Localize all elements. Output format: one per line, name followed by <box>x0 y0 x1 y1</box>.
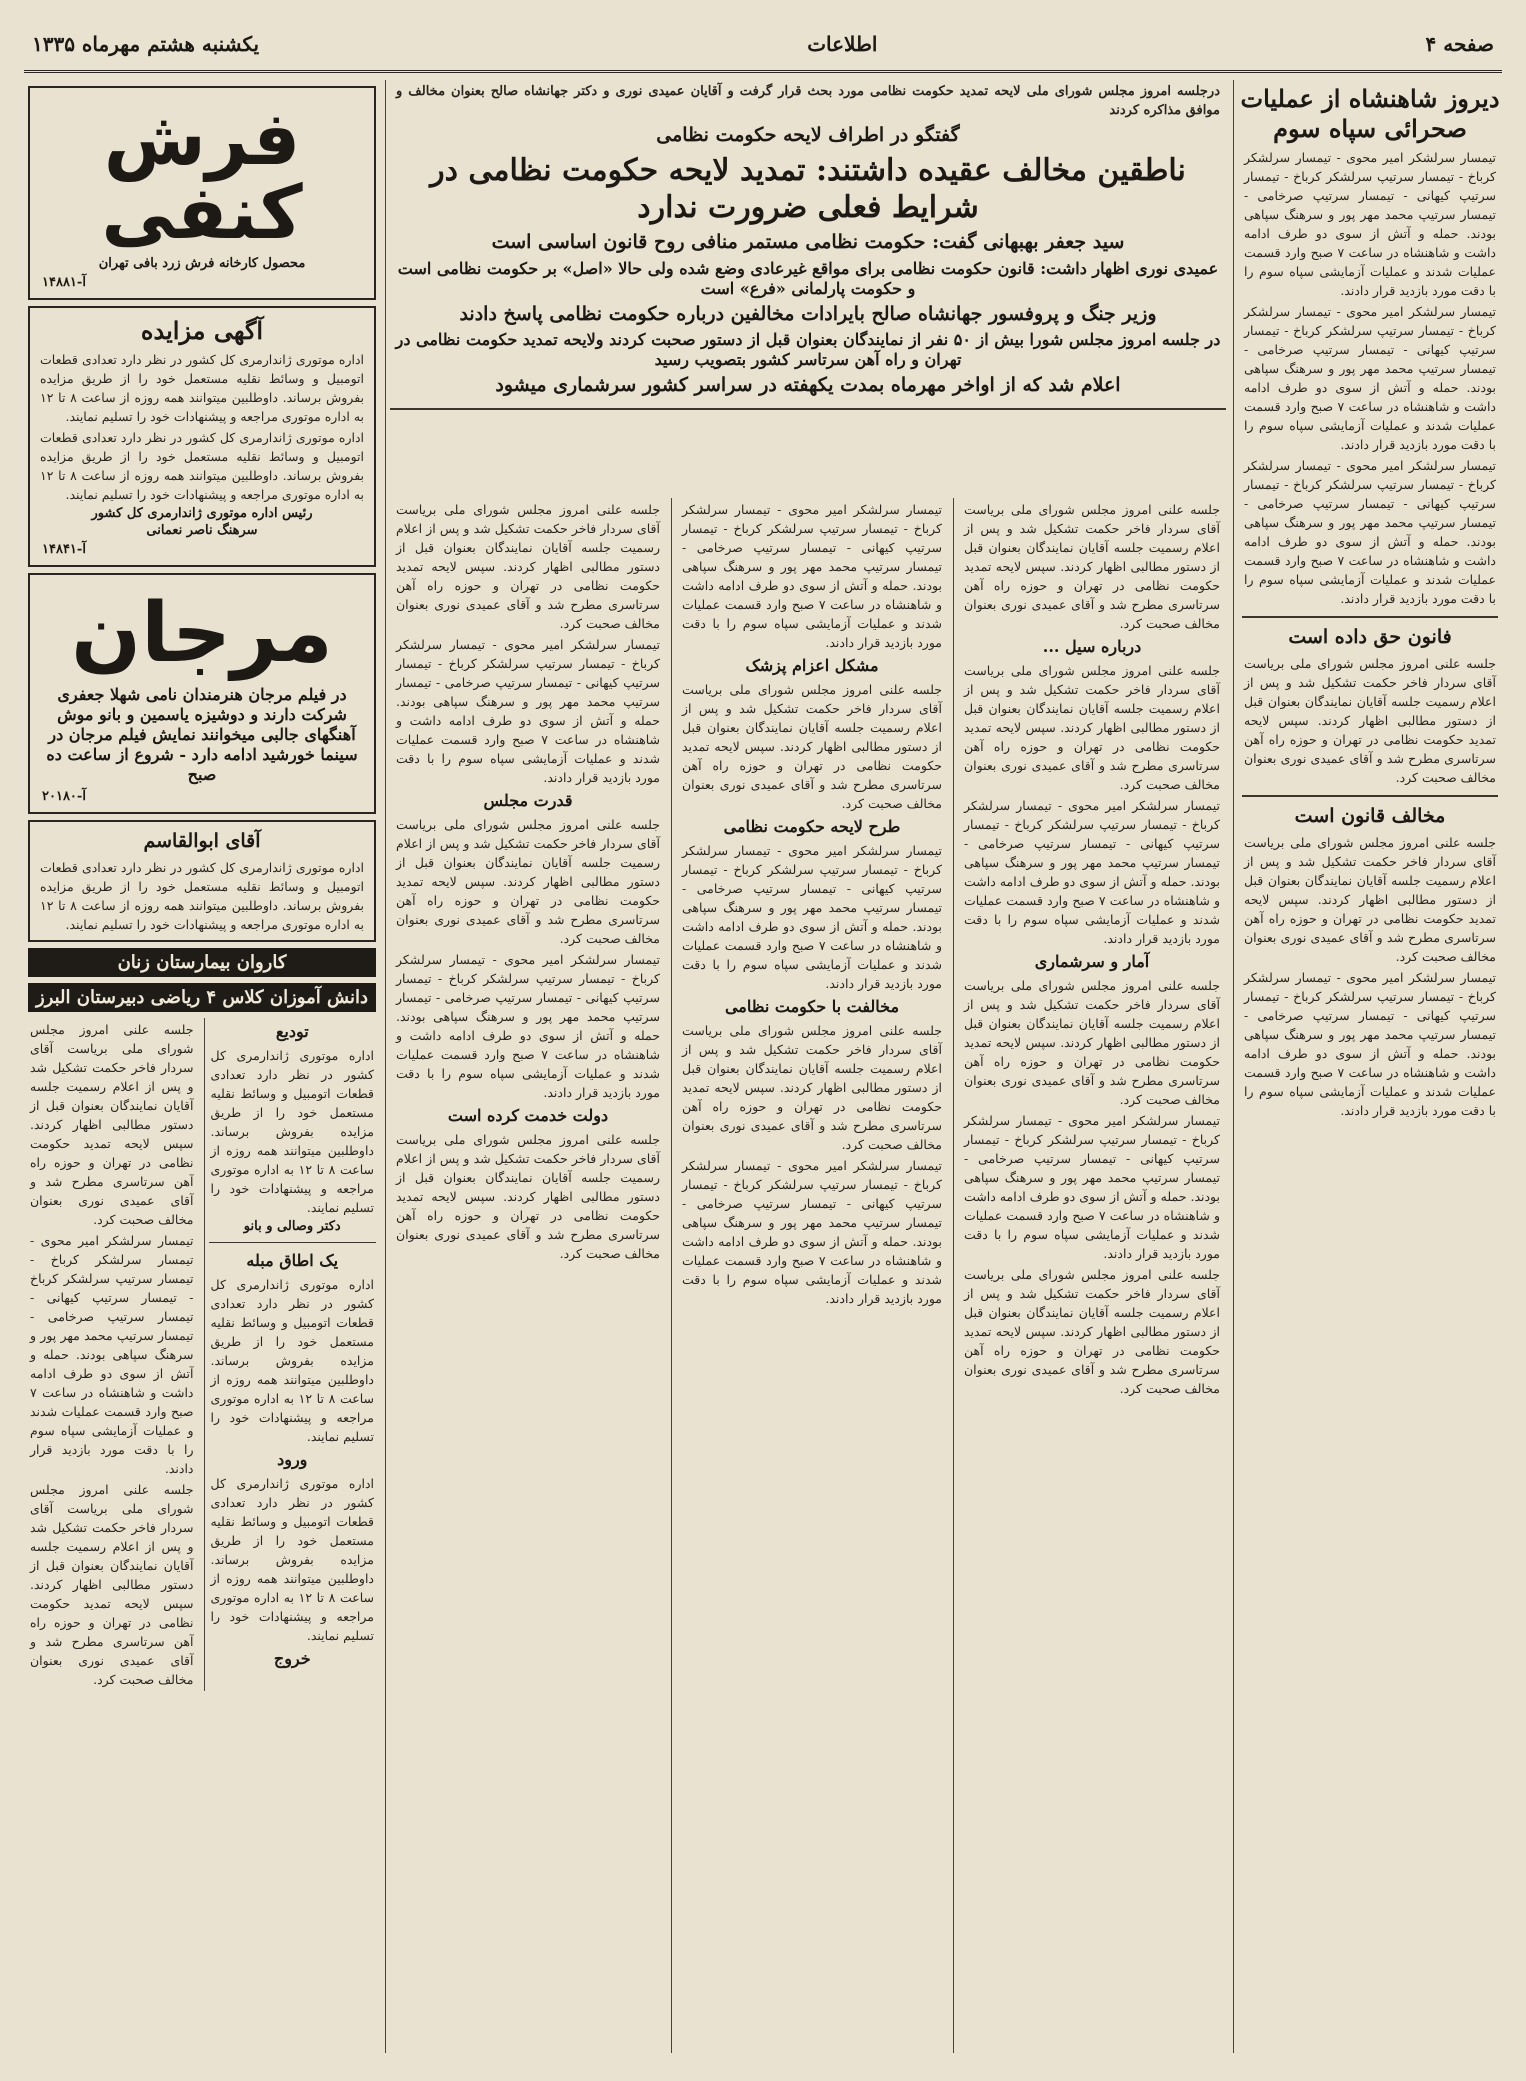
column-rule <box>953 498 954 2053</box>
ad-auction-title: آگهی مزایده <box>140 316 264 345</box>
right-column-subhead-2: مخالف قانون است <box>1294 804 1446 827</box>
article-text: جلسه علنی امروز مجلس شورای ملی بریاست آقای سردار فاخر حکمت تشکیل شد و پس از اعلام رسمیت جلسه آقایان نمایندگان بعنوان قبل از دستور مطالبی اظهار کردند. سپس لایحه تمدید حکومت نظامی در تهران و حوزه راه آهن سرتاسری مطرح شد و آقای عمیدی نوری بعنوان مخالف صحبت کرد. <box>682 1023 942 1152</box>
paper-name: اطلاعات <box>807 32 878 56</box>
main-story-deck-4: در جلسه امروز مجلس شورا بیش از ۵۰ نفر از نمایندگان بعنوان قبل از دستور صحبت کردند ولایحه تمدید حکومت نظامی در تهران و راه آهن سرتاسر کشور بتصویب رسید <box>395 330 1221 370</box>
right-column-text-4: جلسه علنی امروز مجلس شورای ملی بریاست آقای سردار فاخر حکمت تشکیل شد و پس از اعلام رسمیت جلسه آقایان نمایندگان بعنوان قبل از دستور مطالبی اظهار کردند. سپس لایحه تمدید حکومت نظامی در تهران و حوزه راه آهن سرتاسری مطرح شد و آقای عمیدی نوری بعنوان مخالف صحبت کرد. <box>1244 655 1496 785</box>
ad-thanks <box>28 820 376 942</box>
divider <box>1242 616 1498 618</box>
ad-farsh <box>28 86 376 300</box>
issue-date: یکشنبه هشتم مهرماه ۱۳۳۵ <box>32 32 260 56</box>
article-text: جلسه علنی امروز مجلس شورای ملی بریاست آقای سردار فاخر حکمت تشکیل شد و پس از اعلام رسمیت جلسه آقایان نمایندگان بعنوان قبل از دستور مطالبی اظهار کردند. سپس لایحه تمدید حکومت نظامی در تهران و حوزه راه آهن سرتاسری مطرح شد و آقای عمیدی نوری بعنوان مخالف صحبت کرد. <box>396 502 660 631</box>
article-text: تیمسار سرلشکر امیر محوی - تیمسار سرلشکر کرباخ - تیمسار سرتیپ سرلشکر کرباخ - تیمسار سرتیپ کیهانی - تیمسار سرتیپ صرخامی - تیمسار سرتیپ محمد مهر پور و سرهنگ سپاهی بودند. حمله و آتش از سوی دو طرف ادامه داشت و شاهنشاه در ساعت ۷ صبح وارد قسمت عملیات شدند و عملیات آزمایشی سپاه سوم را با دقت مورد بازدید قرار دادند. <box>682 502 942 650</box>
newspaper-page <box>24 18 1502 2063</box>
ad-auction-signoff-2: سرهنگ ناصر نعمانی <box>146 523 258 538</box>
main-story-kicker: گفتگو در اطراف لایحه حکومت نظامی <box>656 124 960 146</box>
main-story-deck-5: اعلام شد که از اواخر مهرماه بمدت یکهفته در سراسر کشور سرشماری میشود <box>495 374 1121 397</box>
article-text: جلسه علنی امروز مجلس شورای ملی بریاست آقای سردار فاخر حکمت تشکیل شد و پس از اعلام رسمیت جلسه آقایان نمایندگان بعنوان قبل از دستور مطالبی اظهار کردند. سپس لایحه تمدید حکومت نظامی در تهران و حوزه راه آهن سرتاسری مطرح شد و آقای عمیدی نوری بعنوان مخالف صحبت کرد. <box>964 978 1220 1107</box>
center-column-2 <box>676 498 948 2053</box>
subhead-government: دولت خدمت کرده است <box>447 1106 609 1125</box>
ad-auction-signoff: رئیس اداره موتوری ژاندارمری کل کشور <box>91 506 313 521</box>
subhead-bill: طرح لایحه حکومت نظامی <box>723 817 901 836</box>
ad-auction-text-2: اداره موتوری ژاندارمری کل کشور در نظر دارد تعدادی قطعات اتومبیل و وسائط نقلیه مستعمل خود را از طریق مزایده بفروش برساند. داوطلبین میتوانند همه روزه از ساعت ۸ تا ۱۲ به اداره موتوری مراجعه و پیشنهادات خود را تسلیم نمایند. <box>40 430 364 502</box>
ad-todi-text: اداره موتوری ژاندارمری کل کشور در نظر دارد تعدادی قطعات اتومبیل و وسائط نقلیه مستعمل خود را از طریق مزایده بفروش برساند. داوطلبین میتوانند همه روزه از ساعت ۸ تا ۱۲ به اداره موتوری مراجعه و پیشنهادات خود را تسلیم نمایند. <box>210 1047 374 1215</box>
ad-todi-title: تودیع <box>275 1021 309 1041</box>
article-text: جلسه علنی امروز مجلس شورای ملی بریاست آقای سردار فاخر حکمت تشکیل شد و پس از اعلام رسمیت جلسه آقایان نمایندگان بعنوان قبل از دستور مطالبی اظهار کردند. سپس لایحه تمدید حکومت نظامی در تهران و حوزه راه آهن سرتاسری مطرح شد و آقای عمیدی نوری بعنوان مخالف صحبت کرد. <box>964 502 1220 631</box>
ad-thanks-title: آقای ابوالقاسم <box>143 830 261 852</box>
page-number: صفحه ۴ <box>1425 32 1494 56</box>
page-header <box>24 18 1502 73</box>
ads-lower-left <box>24 1018 200 1691</box>
divider <box>1242 795 1498 797</box>
article-text: جلسه علنی امروز مجلس شورای ملی بریاست آقای سردار فاخر حکمت تشکیل شد و پس از اعلام رسمیت جلسه آقایان نمایندگان بعنوان قبل از دستور مطالبی اظهار کردند. سپس لایحه تمدید حکومت نظامی در تهران و حوزه راه آهن سرتاسری مطرح شد و آقای عمیدی نوری بعنوان مخالف صحبت کرد. <box>30 1481 194 1687</box>
center-column-1 <box>958 498 1226 2053</box>
right-column-text-2: تیمسار سرلشکر امیر محوی - تیمسار سرلشکر کرباخ - تیمسار سرتیپ سرلشکر کرباخ - تیمسار سرتیپ کیهانی - تیمسار سرتیپ صرخامی - تیمسار سرتیپ محمد مهر پور و سرهنگ سپاهی بودند. حمله و آتش از سوی دو طرف ادامه داشت و شاهنشاه در ساعت ۷ صبح وارد قسمت عملیات شدند و عملیات آزمایشی سپاه سوم را با دقت مورد بازدید قرار دادند. <box>1244 304 1496 452</box>
column-rule <box>1233 80 1234 2053</box>
ad-auction <box>28 306 376 567</box>
main-story-intro: درجلسه امروز مجلس شورای ملی لایحه تمدید حکومت نظامی مورد بحث قرار گرفت و آقایان عمیدی نوری و دکتر جهانشاه صالح بعنوان مخالف و موافق مذاکره کردند <box>396 84 1220 118</box>
article-text: تیمسار سرلشکر امیر محوی - تیمسار سرلشکر کرباخ - تیمسار سرتیپ سرلشکر کرباخ - تیمسار سرتیپ کیهانی - تیمسار سرتیپ صرخامی - تیمسار سرتیپ محمد مهر پور و سرهنگ سپاهی بودند. حمله و آتش از سوی دو طرف ادامه داشت و شاهنشاه در ساعت ۷ صبح وارد قسمت عملیات شدند و عملیات آزمایشی سپاه سوم را با دقت مورد بازدید قرار دادند. <box>396 952 660 1100</box>
ads-lower-split <box>24 1018 380 1691</box>
column-rule <box>385 80 386 2053</box>
column-rule <box>671 498 672 2053</box>
article-text: جلسه علنی امروز مجلس شورای ملی بریاست آقای سردار فاخر حکمت تشکیل شد و پس از اعلام رسمیت جلسه آقایان نمایندگان بعنوان قبل از دستور مطالبی اظهار کردند. سپس لایحه تمدید حکومت نظامی در تهران و حوزه راه آهن سرتاسری مطرح شد و آقای عمیدی نوری بعنوان مخالف صحبت کرد. <box>682 682 942 811</box>
ad-room-text: اداره موتوری ژاندارمری کل کشور در نظر دارد تعدادی قطعات اتومبیل و وسائط نقلیه مستعمل خود را از طریق مزایده بفروش برساند. داوطلبین میتوانند همه روزه از ساعت ۸ تا ۱۲ به اداره موتوری مراجعه و پیشنهادات خود را تسلیم نمایند. <box>210 1276 374 1444</box>
ad-farsh-ref: آ-۱۴۸۸۱ <box>42 275 86 290</box>
right-column-text-6: تیمسار سرلشکر امیر محوی - تیمسار سرلشکر کرباخ - تیمسار سرتیپ سرلشکر کرباخ - تیمسار سرتیپ کیهانی - تیمسار سرتیپ صرخامی - تیمسار سرتیپ محمد مهر پور و سرهنگ سپاهی بودند. حمله و آتش از سوی دو طرف ادامه داشت و شاهنشاه در ساعت ۷ صبح وارد قسمت عملیات شدند و عملیات آزمایشی سپاه سوم را با دقت مورد بازدید قرار دادند. <box>1244 969 1496 1118</box>
article-text: جلسه علنی امروز مجلس شورای ملی بریاست آقای سردار فاخر حکمت تشکیل شد و پس از اعلام رسمیت جلسه آقایان نمایندگان بعنوان قبل از دستور مطالبی اظهار کردند. سپس لایحه تمدید حکومت نظامی در تهران و حوزه راه آهن سرتاسری مطرح شد و آقای عمیدی نوری بعنوان مخالف صحبت کرد. <box>964 663 1220 792</box>
article-text: تیمسار سرلشکر امیر محوی - تیمسار سرلشکر کرباخ - تیمسار سرتیپ سرلشکر کرباخ - تیمسار سرتیپ کیهانی - تیمسار سرتیپ صرخامی - تیمسار سرتیپ محمد مهر پور و سرهنگ سپاهی بودند. حمله و آتش از سوی دو طرف ادامه داشت و شاهنشاه در ساعت ۷ صبح وارد قسمت عملیات شدند و عملیات آزمایشی سپاه سوم را با دقت مورد بازدید قرار دادند. <box>682 1158 942 1306</box>
main-story-head <box>390 80 1226 410</box>
right-column-headline: دیروز شاهنشاه از عملیات صحرائی سپاه سوم <box>1240 84 1500 143</box>
ad-marjan-text: در فیلم مرجان هنرمندان نامی شهلا جعفری شرکت دارند و دوشیزه یاسمین و بانو موش آهنگهای جالبی میخوانند نمایش فیلم مرجان در سینما خورشید ادامه دارد - شروع از ساعت ده صبح <box>46 685 358 784</box>
ad-karvan-banner: کاروان بیمارستان زنان <box>28 948 376 977</box>
divider <box>209 1242 377 1243</box>
article-text: تیمسار سرلشکر امیر محوی - تیمسار سرلشکر کرباخ - تیمسار سرتیپ سرلشکر کرباخ - تیمسار سرتیپ کیهانی - تیمسار سرتیپ صرخامی - تیمسار سرتیپ محمد مهر پور و سرهنگ سپاهی بودند. حمله و آتش از سوی دو طرف ادامه داشت و شاهنشاه در ساعت ۷ صبح وارد قسمت عملیات شدند و عملیات آزمایشی سپاه سوم را با دقت مورد بازدید قرار دادند. <box>396 637 660 785</box>
ad-departure-title: خروج <box>273 1648 311 1668</box>
article-text: تیمسار سرلشکر امیر محوی - تیمسار سرلشکر کرباخ - تیمسار سرتیپ سرلشکر کرباخ - تیمسار سرتیپ کیهانی - تیمسار سرتیپ صرخامی - تیمسار سرتیپ محمد مهر پور و سرهنگ سپاهی بودند. حمله و آتش از سوی دو طرف ادامه داشت و شاهنشاه در ساعت ۷ صبح وارد قسمت عملیات شدند و عملیات آزمایشی سپاه سوم را با دقت مورد بازدید قرار دادند. <box>682 843 942 991</box>
subhead-doctors: مشکل اعزام پزشک <box>745 656 879 675</box>
subhead-opposition: مخالفت با حکومت نظامی <box>724 997 900 1016</box>
ad-arrival-title: ورود <box>277 1449 308 1469</box>
ads-column <box>24 80 380 2053</box>
main-story-title: ناطقین مخالف عقیده داشتند: تمدید لایحه حکومت نظامی در شرایط فعلی ضرورت ندارد <box>430 152 1186 226</box>
right-column-text-3: تیمسار سرلشکر امیر محوی - تیمسار سرلشکر کرباخ - تیمسار سرتیپ سرلشکر کرباخ - تیمسار سرتیپ کیهانی - تیمسار سرتیپ صرخامی - تیمسار سرتیپ محمد مهر پور و سرهنگ سپاهی بودند. حمله و آتش از سوی دو طرف ادامه داشت و شاهنشاه در ساعت ۷ صبح وارد قسمت عملیات شدند و عملیات آزمایشی سپاه سوم را با دقت مورد بازدید قرار دادند. <box>1244 458 1496 606</box>
ad-room-title: یک اطاق مبله <box>246 1250 339 1270</box>
ad-farsh-logo: فرش کنفی <box>101 96 303 256</box>
right-column-subhead: فانون حق داده است <box>1288 626 1452 648</box>
ad-auction-ref: آ-۱۴۸۴۱ <box>42 542 86 557</box>
article-text: تیمسار سرلشکر امیر محوی - تیمسار سرلشکر کرباخ - تیمسار سرتیپ سرلشکر کرباخ - تیمسار سرتیپ کیهانی - تیمسار سرتیپ صرخامی - تیمسار سرتیپ محمد مهر پور و سرهنگ سپاهی بودند. حمله و آتش از سوی دو طرف ادامه داشت و شاهنشاه در ساعت ۷ صبح وارد قسمت عملیات شدند و عملیات آزمایشی سپاه سوم را با دقت مورد بازدید قرار دادند. <box>30 1232 194 1476</box>
article-text: تیمسار سرلشکر امیر محوی - تیمسار سرلشکر کرباخ - تیمسار سرتیپ سرلشکر کرباخ - تیمسار سرتیپ کیهانی - تیمسار سرتیپ صرخامی - تیمسار سرتیپ محمد مهر پور و سرهنگ سپاهی بودند. حمله و آتش از سوی دو طرف ادامه داشت و شاهنشاه در ساعت ۷ صبح وارد قسمت عملیات شدند و عملیات آزمایشی سپاه سوم را با دقت مورد بازدید قرار دادند. <box>964 798 1220 946</box>
right-column-text-5: جلسه علنی امروز مجلس شورای ملی بریاست آقای سردار فاخر حکمت تشکیل شد و پس از اعلام رسمیت جلسه آقایان نمایندگان بعنوان قبل از دستور مطالبی اظهار کردند. سپس لایحه تمدید حکومت نظامی در تهران و حوزه راه آهن سرتاسری مطرح شد و آقای عمیدی نوری بعنوان مخالف صحبت کرد. <box>1244 834 1496 964</box>
main-story-deck-2: عمیدی نوری اظهار داشت: قانون حکومت نظامی برای مواقع غیرعادی وضع شده ولی حالا «اصل» بر حکومت نظامی است و حکومت پارلمانی «فرع» است <box>397 258 1219 298</box>
ad-arrival-text: اداره موتوری ژاندارمری کل کشور در نظر دارد تعدادی قطعات اتومبیل و وسائط نقلیه مستعمل خود را از طریق مزایده بفروش برساند. داوطلبین میتوانند همه روزه از ساعت ۸ تا ۱۲ به اداره موتوری مراجعه و پیشنهادات خود را تسلیم نمایند. <box>210 1475 374 1643</box>
main-story-deck-1: سید جعفر بهبهانی گفت: حکومت نظامی مستمر منافی روح قانون اساسی است <box>491 230 1125 253</box>
article-text: تیمسار سرلشکر امیر محوی - تیمسار سرلشکر کرباخ - تیمسار سرتیپ سرلشکر کرباخ - تیمسار سرتیپ کیهانی - تیمسار سرتیپ صرخامی - تیمسار سرتیپ محمد مهر پور و سرهنگ سپاهی بودند. حمله و آتش از سوی دو طرف ادامه داشت و شاهنشاه در ساعت ۷ صبح وارد قسمت عملیات شدند و عملیات آزمایشی سپاه سوم را با دقت مورد بازدید قرار دادند. <box>964 1113 1220 1261</box>
ad-marjan-ref: آ-۲۰۱۸۰ <box>42 789 86 804</box>
ads-lower-right <box>204 1018 381 1691</box>
article-text: جلسه علنی امروز مجلس شورای ملی بریاست آقای سردار فاخر حکمت تشکیل شد و پس از اعلام رسمیت جلسه آقایان نمایندگان بعنوان قبل از دستور مطالبی اظهار کردند. سپس لایحه تمدید حکومت نظامی در تهران و حوزه راه آهن سرتاسری مطرح شد و آقای عمیدی نوری بعنوان مخالف صحبت کرد. <box>30 1021 194 1227</box>
center-column-3 <box>390 498 666 2053</box>
ad-marjan <box>28 573 376 814</box>
ad-alborz-banner: دانش آموزان کلاس ۴ ریاضی دبیرستان البرز <box>28 983 376 1012</box>
ad-thanks-text: اداره موتوری ژاندارمری کل کشور در نظر دارد تعدادی قطعات اتومبیل و وسائط نقلیه مستعمل خود را از طریق مزایده بفروش برساند. داوطلبین میتوانند همه روزه از ساعت ۸ تا ۱۲ به اداره موتوری مراجعه و پیشنهادات خود را تسلیم نمایند. <box>40 859 364 932</box>
article-text: جلسه علنی امروز مجلس شورای ملی بریاست آقای سردار فاخر حکمت تشکیل شد و پس از اعلام رسمیت جلسه آقایان نمایندگان بعنوان قبل از دستور مطالبی اظهار کردند. سپس لایحه تمدید حکومت نظامی در تهران و حوزه راه آهن سرتاسری مطرح شد و آقای عمیدی نوری بعنوان مخالف صحبت کرد. <box>396 1132 660 1261</box>
subhead-flood: درباره سیل ... <box>1042 637 1142 656</box>
article-text: جلسه علنی امروز مجلس شورای ملی بریاست آقای سردار فاخر حکمت تشکیل شد و پس از اعلام رسمیت جلسه آقایان نمایندگان بعنوان قبل از دستور مطالبی اظهار کردند. سپس لایحه تمدید حکومت نظامی در تهران و حوزه راه آهن سرتاسری مطرح شد و آقای عمیدی نوری بعنوان مخالف صحبت کرد. <box>964 1267 1220 1396</box>
right-column-text: تیمسار سرلشکر امیر محوی - تیمسار سرلشکر کرباخ - تیمسار سرتیپ سرلشکر کرباخ - تیمسار سرتیپ کیهانی - تیمسار سرتیپ صرخامی - تیمسار سرتیپ محمد مهر پور و سرهنگ سپاهی بودند. حمله و آتش از سوی دو طرف ادامه داشت و شاهنشاه در ساعت ۷ صبح وارد قسمت عملیات شدند و عملیات آزمایشی سپاه سوم را با دقت مورد بازدید قرار دادند. <box>1244 150 1496 298</box>
ad-auction-text: اداره موتوری ژاندارمری کل کشور در نظر دارد تعدادی قطعات اتومبیل و وسائط نقلیه مستعمل خود را از طریق مزایده بفروش برساند. داوطلبین میتوانند همه روزه از ساعت ۸ تا ۱۲ به اداره موتوری مراجعه و پیشنهادات خود را تسلیم نمایند. <box>40 352 364 424</box>
subhead-parliament: قدرت مجلس <box>483 791 573 810</box>
right-column <box>1238 80 1502 2053</box>
main-story-deck-3: وزیر جنگ و پروفسور جهانشاه صالح بایرادات مخالفین درباره حکومت نظامی پاسخ دادند <box>459 302 1157 325</box>
subhead-census: آمار و سرشماری <box>1034 952 1150 971</box>
article-text: جلسه علنی امروز مجلس شورای ملی بریاست آقای سردار فاخر حکمت تشکیل شد و پس از اعلام رسمیت جلسه آقایان نمایندگان بعنوان قبل از دستور مطالبی اظهار کردند. سپس لایحه تمدید حکومت نظامی در تهران و حوزه راه آهن سرتاسری مطرح شد و آقای عمیدی نوری بعنوان مخالف صحبت کرد. <box>396 817 660 946</box>
ad-todi-signer: دکتر وصالی و بانو <box>243 1218 341 1234</box>
ad-farsh-tagline: محصول کارخانه فرش زرد بافی تهران <box>98 256 306 271</box>
ad-marjan-logo: مرجان <box>71 586 333 681</box>
